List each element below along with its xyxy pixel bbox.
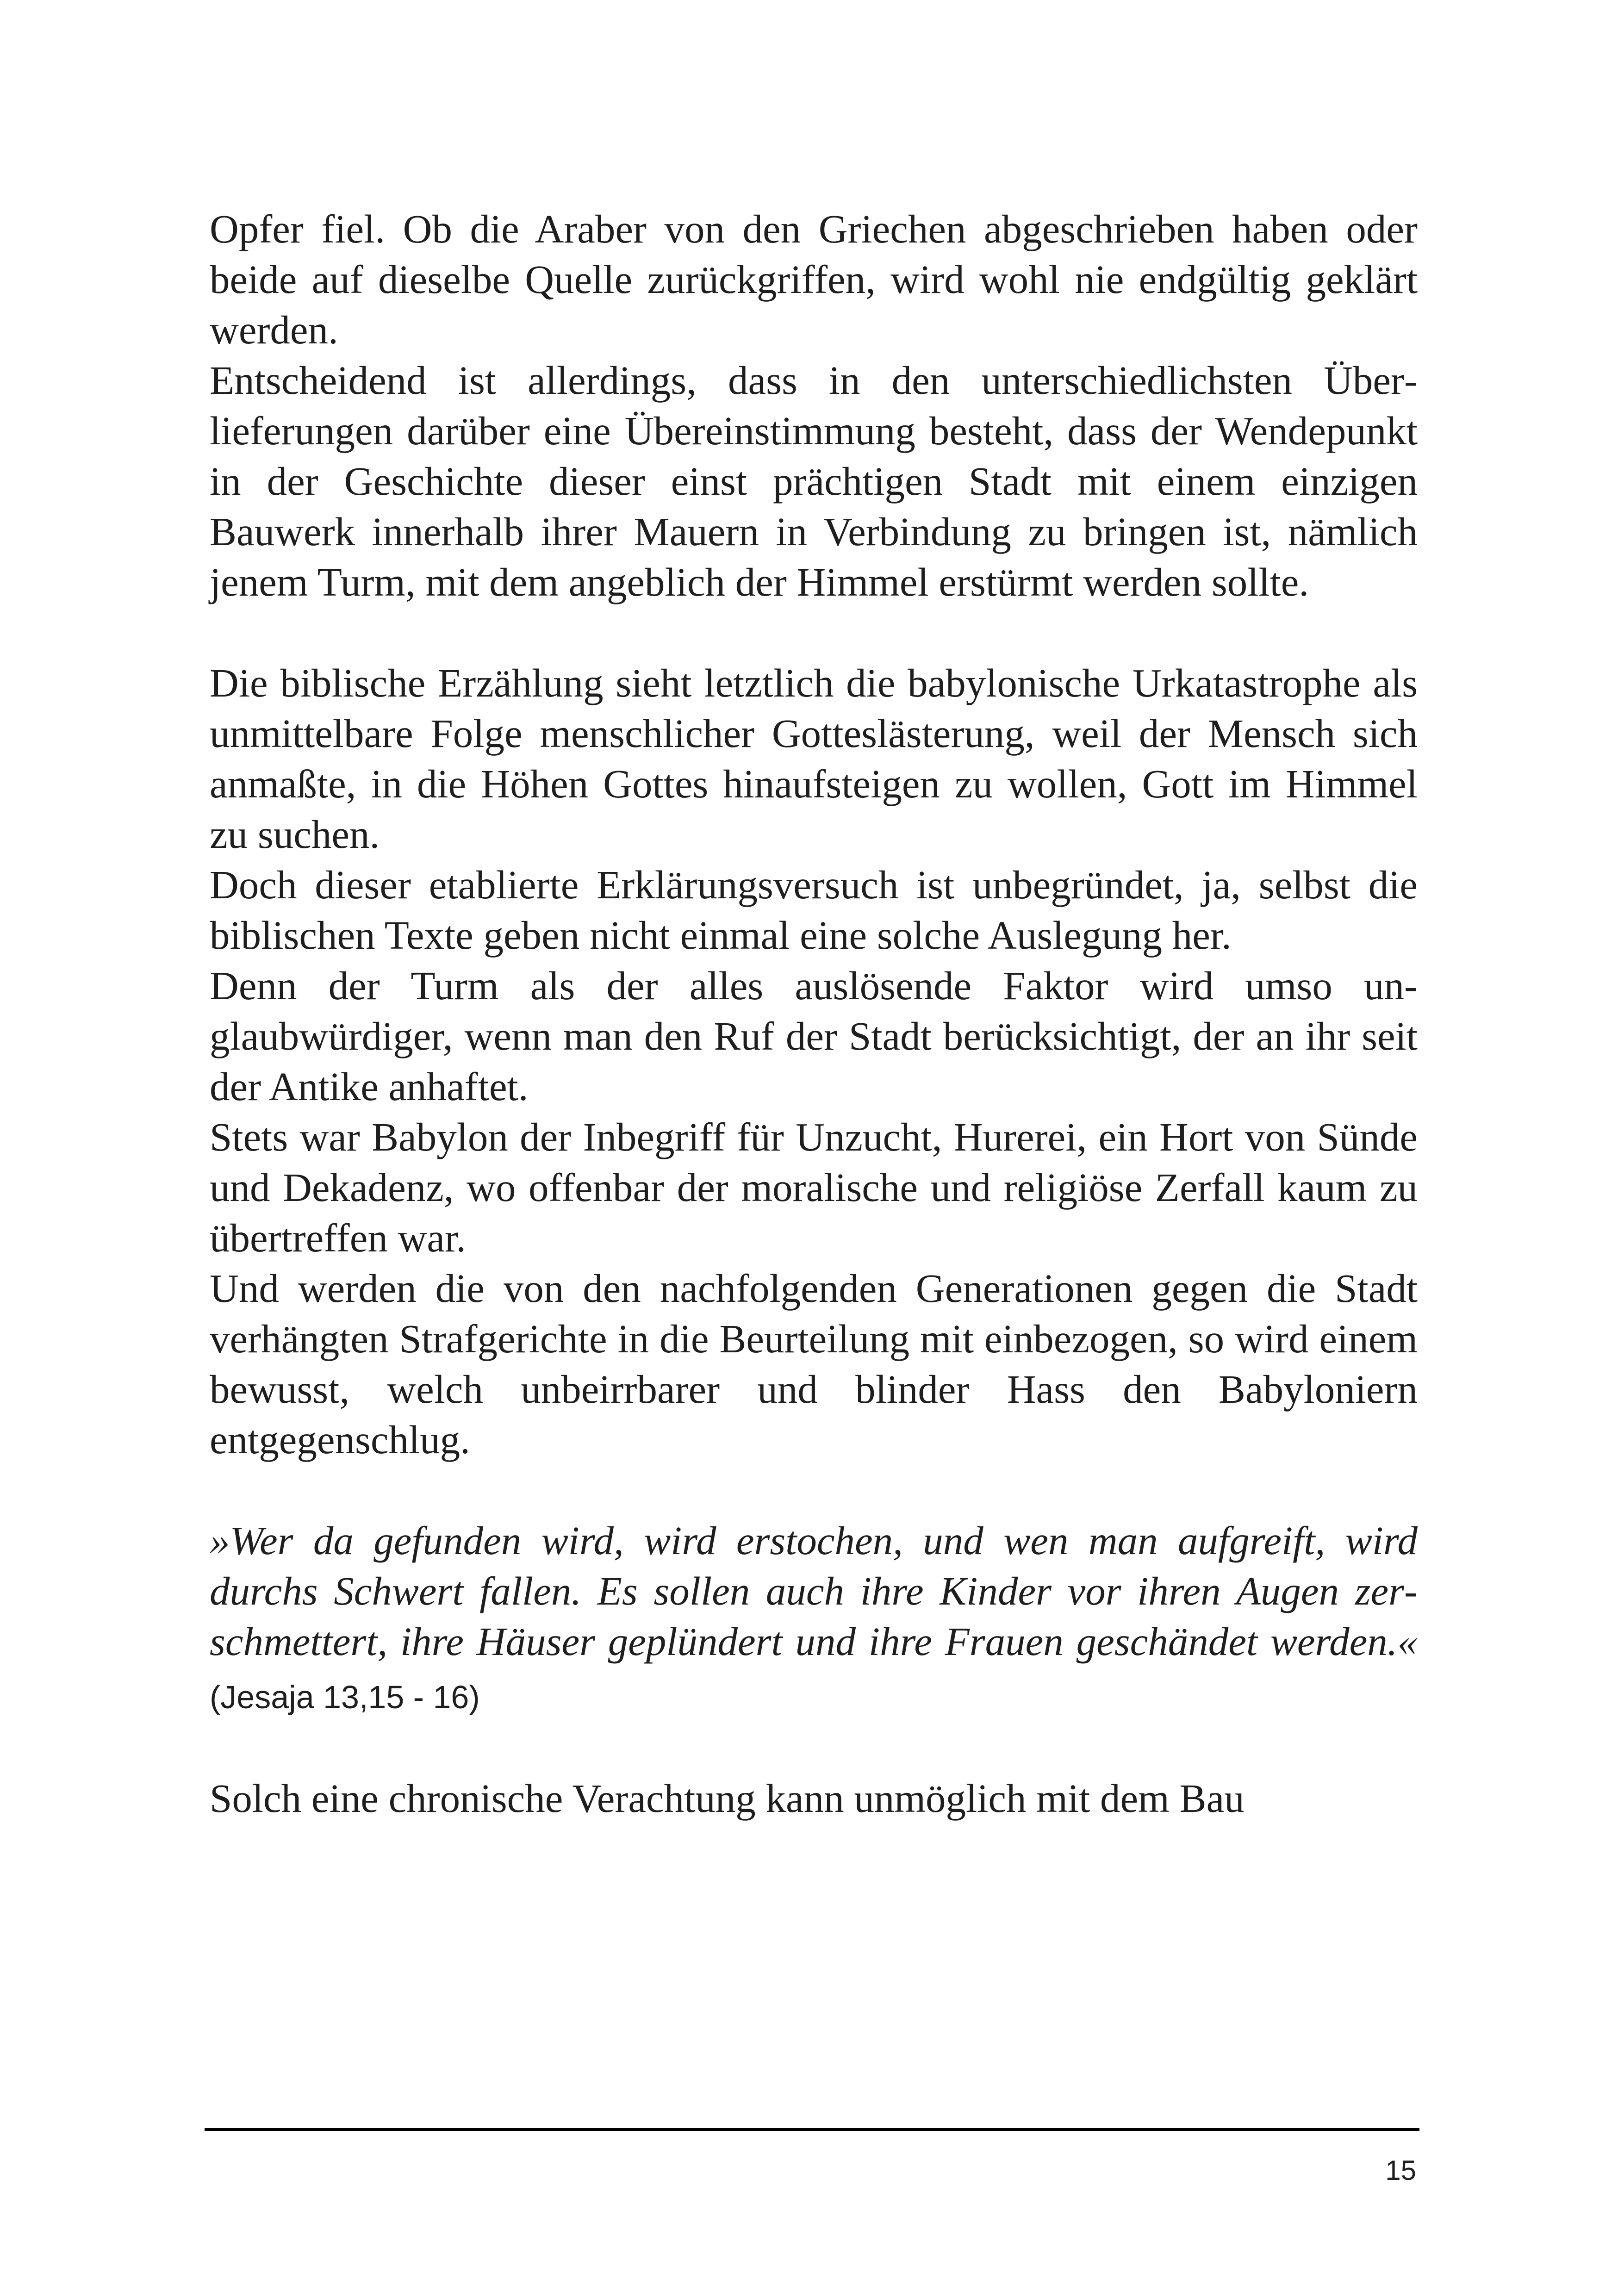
paragraph-opfer: Opfer fiel. Ob die Araber von den Griechen abgeschrieben haben oder beide auf dieselbe Quelle zurückgriffen, wird wohl nie endgültig geklärt werden.: [210, 206, 1418, 352]
body-text: [210, 204, 1418, 1823]
page-number: 15: [1385, 2155, 1416, 2186]
paragraph-biblische: Die biblische Erzählung sieht letztlich die babylonische Urkatastrophe als unmittelbare Folge menschlicher Gotteslästerung, weil der Mensch sich anmaßte, in die Höhen Gottes hinaufsteigen zu wollen, Gott im Himmel zu suchen.: [210, 660, 1418, 857]
paragraph-entscheidend: Entscheidend ist allerdings, dass in den unterschiedlichsten Überlieferungen darüber eine Übereinstimmung besteht, dass der Wendepunkt in der Geschichte dieser einst prächtigen Stadt mit einem einzigen Bauwerk innerhalb ihrer Mauern in Verbindung zu bringen ist, nämlich jenem Turm, mit dem angeblich der Himmel erstürmt werden sollte.: [210, 358, 1418, 604]
paragraph-gap: [210, 607, 1418, 658]
paragraph-doch: Doch dieser etablierte Erklärungsversuch ist unbegründet, ja, selbst die biblischen Texte geben nicht einmal eine solche Auslegung her.: [210, 862, 1418, 958]
paragraph-gap: [210, 1465, 1418, 1515]
closing-line: Solch eine chronische Verachtung kann unmöglich mit dem Bau: [210, 1776, 1245, 1821]
paragraph-denn: Denn der Turm als der alles auslösende Faktor wird umso unglaubwürdiger, wenn man den Ruf der Stadt berücksichtigt, der an ihr seit der Antike anhaftet.: [210, 963, 1418, 1109]
paragraph-und: Und werden die von den nachfolgenden Generationen gegen die Stadt verhängten Strafgerichte in die Beurteilung mit einbezogen, so wird einem bewusst, welch unbeirrbarer und blinder Hass den Babyloniern entgegenschlug.: [210, 1266, 1418, 1462]
paragraph-gap: [210, 1723, 1418, 1773]
footer-rule: [205, 2128, 1419, 2131]
quote-citation: (Jesaja 13,15 - 16): [210, 1679, 480, 1715]
paragraph-stets: Stets war Babylon der Inbegriff für Unzucht, Hurerei, ein Hort von Sünde und Dekadenz, wo offenbar der moralische und religiöse Zerfall kaum zu übertreffen war.: [210, 1114, 1418, 1260]
quote-text: »Wer da gefunden wird, wird erstochen, und wen man aufgreift, wird durchs Schwert fallen. Es sollen auch ihre Kinder vor ihren Augen zerschmettert, ihre Häuser geplündert und ihre Frauen geschändet werden.«: [210, 1518, 1418, 1664]
bible-quote: [210, 1515, 1418, 1723]
